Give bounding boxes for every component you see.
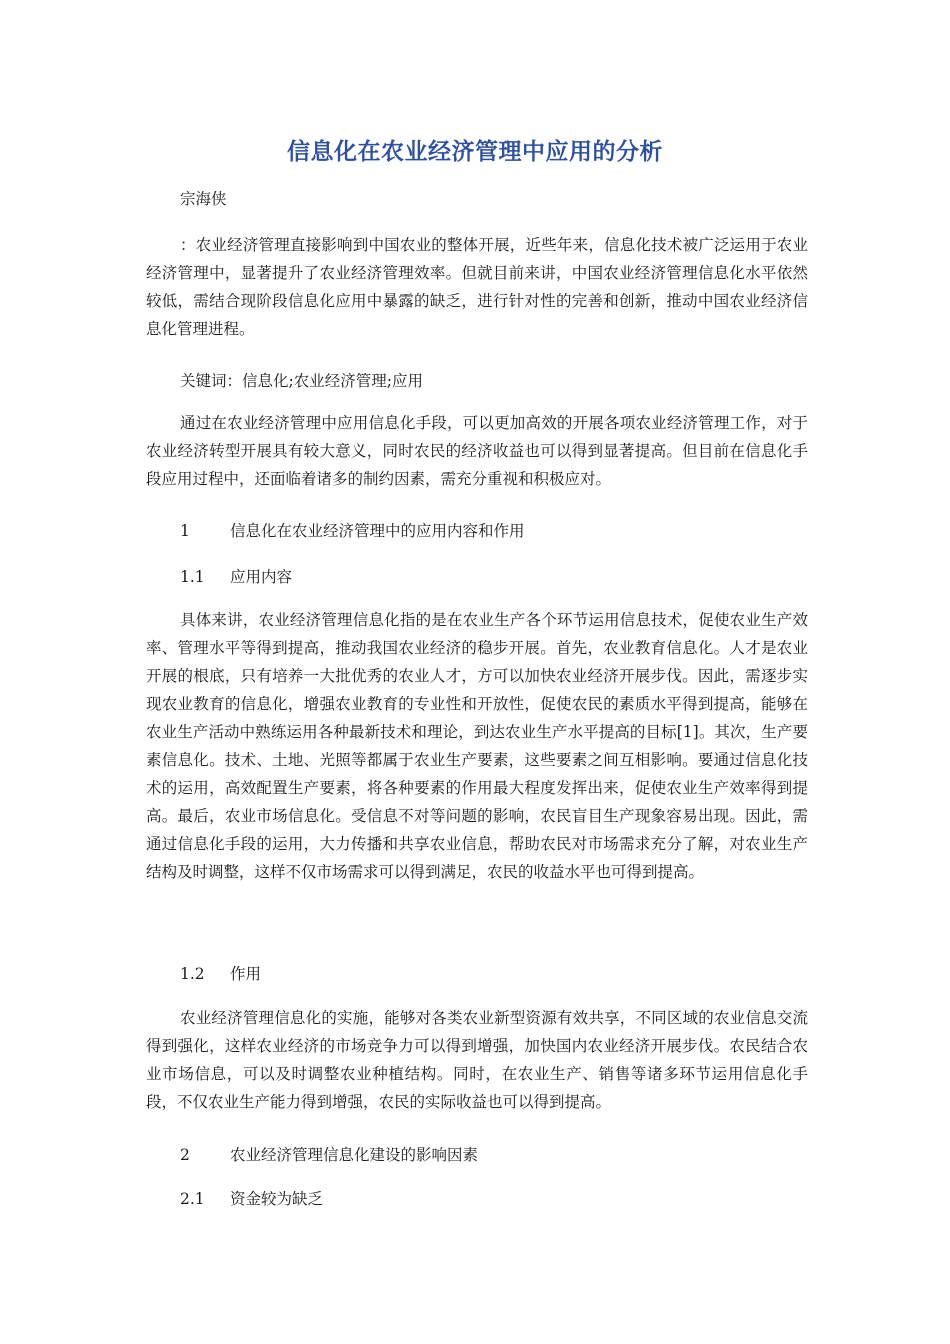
keywords-line: 关键词：信息化;农业经济管理;应用 [180,372,423,390]
section-title: 资金较为缺乏 [230,1190,324,1208]
author-name: 宗海侠 [180,190,227,208]
section-number: 1.1 [180,568,205,586]
section-heading-2 [180,1143,478,1165]
intro-paragraph: 通过在农业经济管理中应用信息化手段，可以更加高效的开展各项农业经济管理工作，对于农业经济转型开展具有较大意义，同时农民的经济收益也可以得到显著提高。但目前在信息化手段应用过程中，还面临着诸多的制约因素，需充分重视和积极应对。 [146,414,808,488]
section-title: 农业经济管理信息化建设的影响因素 [230,1146,479,1164]
section-heading-1 [180,519,525,541]
section-number: 1 [180,522,190,540]
section-title: 应用内容 [230,568,293,586]
section-number: 2 [180,1146,190,1164]
section-title: 信息化在农业经济管理中的应用内容和作用 [230,522,525,540]
page-title: 信息化在农业经济管理中应用的分析 [287,139,663,165]
section-1-1-paragraph: 具体来讲，农业经济管理信息化指的是在农业生产各个环节运用信息技术，促使农业生产效率、管理水平等得到提高，推动我国农业经济的稳步开展。首先，农业教育信息化。人才是农业开展的根底，只有培养一大批优秀的农业人才，方可以加快农业经济开展步伐。因此，需逐步实现农业教育的信息化，增强农业教育的专业性和开放性，促使农民的素质水平得到提高，能够在农业生产活动中熟练运用各种最新技术和理论，到达农业生产水平提高的目标[1]。其次，生产要素信息化。技术、土地、光照等都属于农业生产要素，这些要素之间互相影响。要通过信息化技术的运用，高效配置生产要素，将各种要素的作用最大程度发挥出来，促使农业生产效率得到提高。最后，农业市场信息化。受信息不对等问题的影响，农民盲目生产现象容易出现。因此，需通过信息化手段的运用，大力传播和共享农业信息，帮助农民对市场需求充分了解，对农业生产结构及时调整，这样不仅市场需求可以得到满足，农民的收益水平也可得到提高。 [146,611,808,881]
section-heading-2-1 [180,1187,323,1209]
abstract-paragraph: ：农业经济管理直接影响到中国农业的整体开展，近些年来，信息化技术被广泛运用于农业经济管理中，显著提升了农业经济管理效率。但就目前来讲，中国农业经济管理信息化水平依然较低，需结合现阶段信息化应用中暴露的缺乏，进行针对性的完善和创新，推动中国农业经济信息化管理进程。 [146,236,808,338]
section-heading-1-1 [180,565,292,587]
section-heading-1-2 [180,962,261,984]
section-1-2-paragraph: 农业经济管理信息化的实施，能够对各类农业新型资源有效共享，不同区域的农业信息交流得到强化，这样农业经济的市场竞争力可以得到增强，加快国内农业经济开展步伐。农民结合农业市场信息，可以及时调整农业种植结构。同时，在农业生产、销售等诸多环节运用信息化手段，不仅农业生产能力得到增强，农民的实际收益也可以得到提高。 [146,1009,808,1111]
section-number: 1.2 [180,965,205,983]
section-number: 2.1 [180,1190,205,1208]
section-title: 作用 [230,965,262,983]
